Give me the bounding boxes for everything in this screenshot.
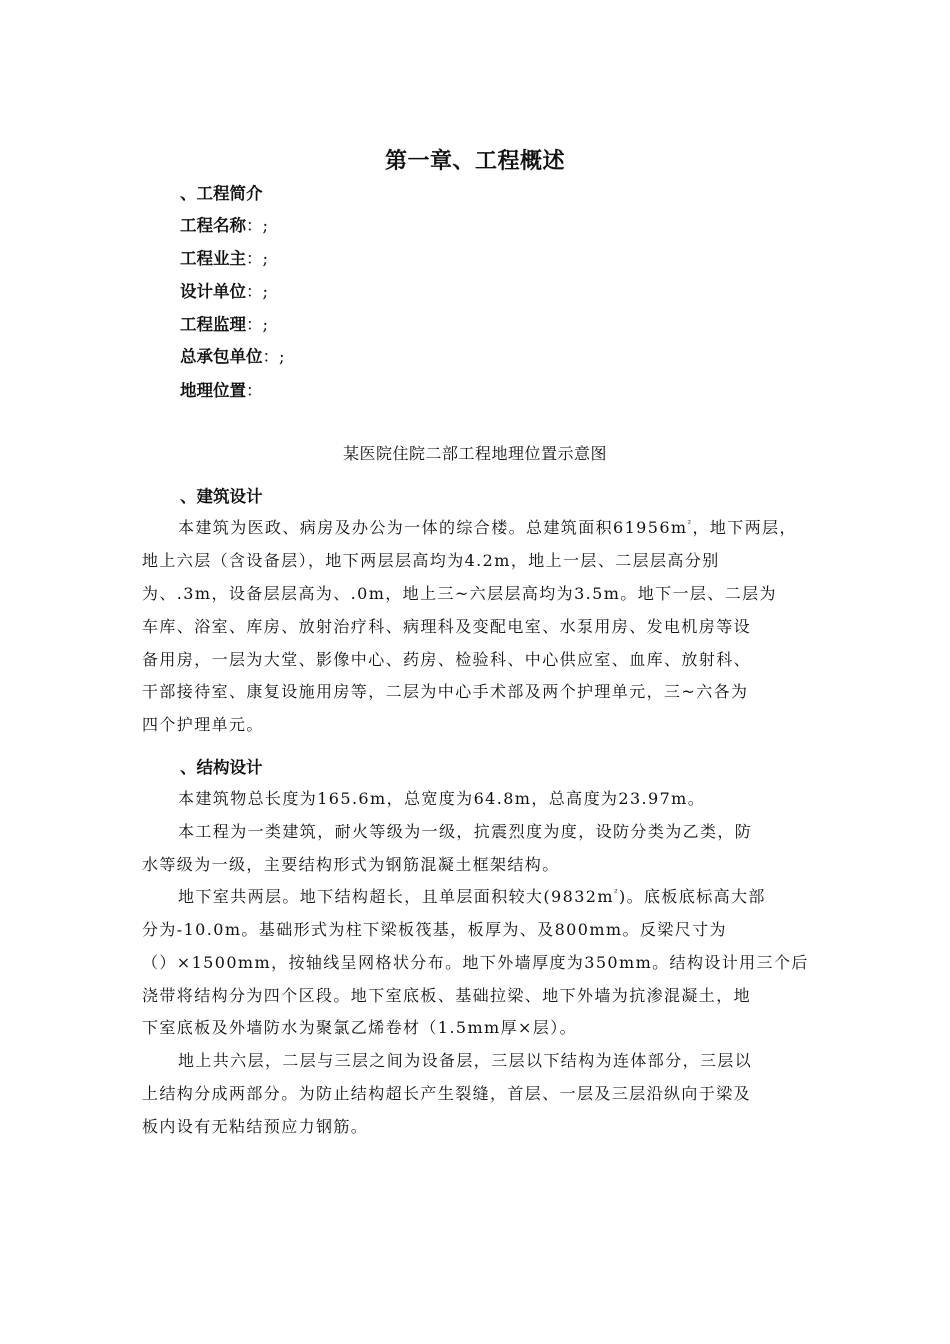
field-value: ： bbox=[246, 381, 263, 400]
section-heading-structure: 、结构设计 bbox=[180, 758, 263, 777]
paragraph-line: 上结构分成两部分。为防止结构超长产生裂缝，首层、一层及三层沿纵向于梁及 bbox=[142, 1084, 752, 1103]
field-label: 工程名称 bbox=[180, 216, 246, 235]
field-supervision bbox=[180, 313, 268, 337]
superscript: ² bbox=[613, 888, 619, 899]
paragraph-line: 板内设有无粘结预应力钢筋。 bbox=[142, 1117, 369, 1136]
field-location bbox=[180, 379, 263, 403]
paragraph-line bbox=[178, 885, 766, 909]
field-project-owner bbox=[180, 247, 268, 271]
field-design-unit bbox=[180, 280, 268, 304]
field-label: 设计单位 bbox=[180, 282, 246, 301]
field-value: ：; bbox=[246, 216, 269, 235]
field-label: 地理位置 bbox=[180, 381, 246, 400]
paragraph-line: （）×1500mm，按轴线呈网格状分布。地下外墙厚度为350mm。结构设计用三个后 bbox=[142, 953, 809, 972]
paragraph-line: 地上六层（含设备层），地下两层层高均为4.2m，地上一层、二层层高分别 bbox=[142, 551, 720, 570]
paragraph-line: 本建筑物总长度为165.6m，总宽度为64.8m，总高度为23.97m。 bbox=[178, 789, 706, 808]
field-value: ：; bbox=[246, 249, 269, 268]
paragraph-line: 干部接待室、康复设施用房等，二层为中心手术部及两个护理单元，三~六各为 bbox=[142, 682, 749, 701]
chapter-title: 第一章、工程概述 bbox=[384, 149, 565, 174]
field-label: 工程监理 bbox=[180, 315, 246, 334]
paragraph-line: 本工程为一类建筑，耐火等级为一级，抗震烈度为度，设防分类为乙类，防 bbox=[178, 822, 753, 841]
field-project-name bbox=[180, 214, 268, 238]
paragraph-line: 车库、浴室、库房、放射治疗科、病理科及变配电室、水泵用房、发电机房等设 bbox=[142, 617, 752, 636]
field-general-contractor bbox=[180, 345, 285, 369]
field-value: ：; bbox=[262, 347, 285, 366]
paragraph-line: 水等级为一级，主要结构形式为钢筋混凝土框架结构。 bbox=[142, 855, 560, 874]
field-value: ：; bbox=[246, 282, 269, 301]
text-run: )。底板底标高大部 bbox=[618, 887, 766, 906]
paragraph-line: 分为-10.0m。基础形式为柱下梁板筏基，板厚为、及800mm。反梁尺寸为 bbox=[142, 920, 727, 939]
field-label: 工程业主 bbox=[180, 249, 246, 268]
field-value: ：; bbox=[246, 315, 269, 334]
paragraph-line: 为、.3m，设备层层高为、.0m，地上三~六层层高均为3.5m。地下一层、二层为 bbox=[142, 584, 777, 603]
section-heading-project-intro: 、工程简介 bbox=[180, 184, 263, 203]
text-run: 地下室共两层。地下结构超长，且单层面积较大(9832m bbox=[178, 887, 614, 906]
figure-caption: 某医院住院二部工程地理位置示意图 bbox=[342, 444, 607, 463]
paragraph-line: 四个护理单元。 bbox=[142, 715, 264, 734]
text-run: ，地下两层， bbox=[692, 518, 797, 537]
paragraph-line: 下室底板及外墙防水为聚氯乙烯卷材（1.5mm厚×层）。 bbox=[142, 1018, 577, 1037]
paragraph-line: 地上共六层，二层与三层之间为设备层，三层以下结构为连体部分，三层以 bbox=[178, 1051, 753, 1070]
paragraph-line bbox=[178, 516, 797, 540]
paragraph-line: 备用房，一层为大堂、影像中心、药房、检验科、中心供应室、血库、放射科、 bbox=[142, 650, 752, 669]
section-heading-architecture: 、建筑设计 bbox=[180, 487, 263, 506]
paragraph-line: 浇带将结构分为四个区段。地下室底板、基础拉梁、地下外墙为抗渗混凝土，地 bbox=[142, 986, 752, 1005]
text-run: 本建筑为医政、病房及办公为一体的综合楼。总建筑面积61956m bbox=[178, 518, 688, 537]
superscript: ² bbox=[687, 519, 693, 530]
field-label: 总承包单位 bbox=[180, 347, 263, 366]
